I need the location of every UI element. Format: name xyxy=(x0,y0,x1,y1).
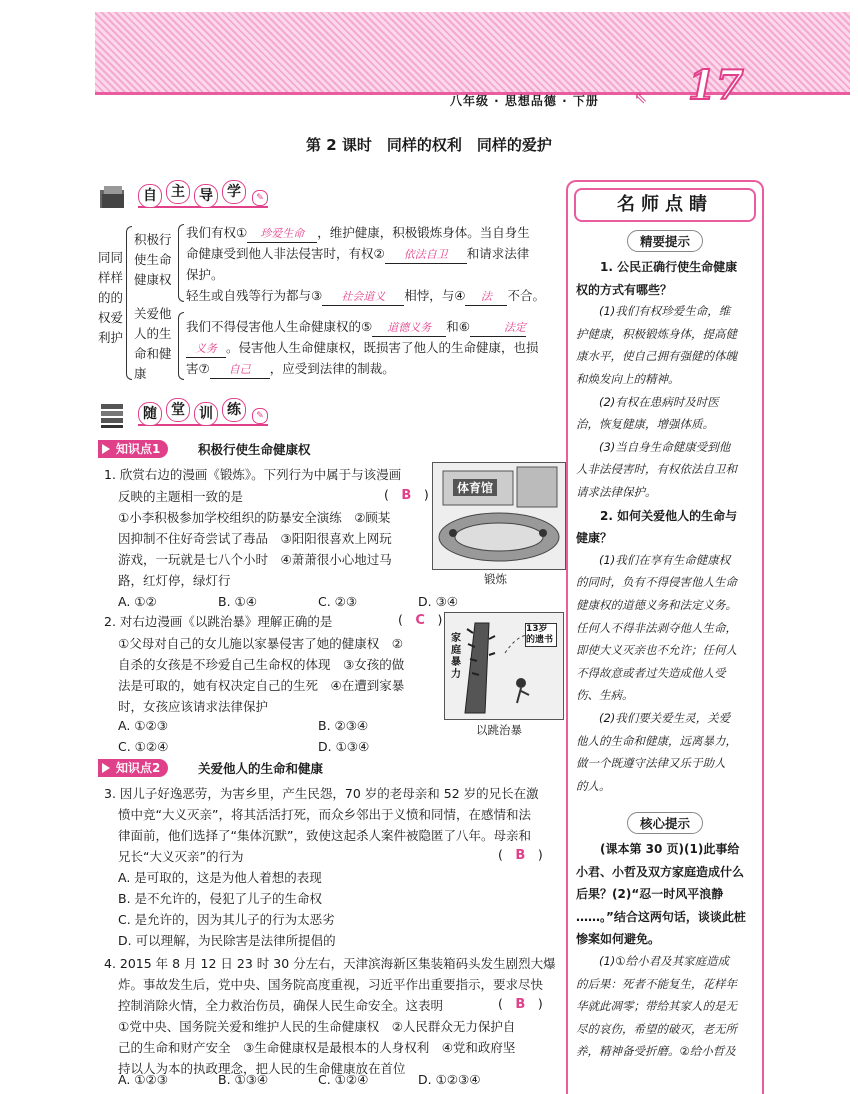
sidebar-line: 健康权的道德义务和法定义务。 xyxy=(576,598,737,612)
section-head-preview xyxy=(98,182,273,212)
note-label: 13岁的遗书 xyxy=(525,623,557,647)
sidebar-line: 健康？ xyxy=(576,531,613,546)
sidebar-line: 1. 公民正确行使生命健康 xyxy=(576,260,738,274)
play-arrow-icon xyxy=(102,763,110,773)
sidebar-line: (2)我们要关爱生灵，关爱 xyxy=(576,711,731,725)
arrow-icon: ⇖ xyxy=(634,88,648,107)
figure-caption: 锻炼 xyxy=(484,572,507,586)
section-head-practice xyxy=(98,400,273,430)
page-number: 17 xyxy=(688,62,744,109)
sidebar-line: (3)当自身生命健康受到他 xyxy=(576,439,731,454)
group-label: 健康权 xyxy=(134,272,172,287)
sidebar-line: 华就此凋零；带给其家人的是无 xyxy=(576,999,737,1014)
cartoon-jump xyxy=(444,612,564,720)
pencil-icon: ✎ xyxy=(252,190,268,206)
header-subtitle: 八年级 · 思想品德 · 下册 xyxy=(450,94,599,108)
sidebar-line: 的同时，负有不得侵害他人生命 xyxy=(576,575,737,590)
group-label: 康 xyxy=(134,366,147,381)
sidebar-line: 和焕发向上的精神。 xyxy=(576,372,680,386)
sidebar-line: (1)我们有权珍爱生命，维 xyxy=(576,304,731,319)
sidebar-subtitle: 核心提示 xyxy=(568,812,762,834)
kp-title: 关爱他人的生命和健康 xyxy=(198,761,324,776)
section-char: 主 xyxy=(166,180,190,204)
answer-bracket: ( B ) xyxy=(384,487,429,503)
answer-blank: 义务 xyxy=(186,341,226,358)
kp-title: 积极行使生命健康权 xyxy=(198,442,311,457)
cartoon-exercise xyxy=(432,462,566,570)
knowledge-point-1: 知识点1 积极行使生命健康权 xyxy=(98,440,558,460)
group-label: 关爱他 xyxy=(134,306,172,321)
lesson-title: 第 2 课时 同样的权利 同样的爱护 xyxy=(306,136,552,154)
answer-blank: 依法自卫 xyxy=(385,247,467,264)
left-label: 权爱 xyxy=(98,310,124,325)
sidebar-line: 的后果：死者不能复生，花样年 xyxy=(576,976,737,991)
sidebar-title: 名师点睛 xyxy=(574,188,756,222)
answer-blank: 道德义务 xyxy=(372,320,446,337)
answer-blank: 法 xyxy=(465,289,507,306)
section-char: 练 xyxy=(222,398,246,422)
sidebar-line: 人非法侵害时，有权依法自卫和 xyxy=(576,462,737,477)
sidebar-line: 即使大义灭亲也不允许；任何人 xyxy=(576,643,737,658)
section-char: 堂 xyxy=(166,398,190,422)
folder-icon xyxy=(98,182,128,212)
sidebar-line: 任何人不得非法剥夺他人生命， xyxy=(576,620,737,635)
preview-outline: 同同 样样 的的 权爱 利护 积极行 使生命 健康权 关爱他 人的生 命和健 康 我们有权① 珍爱生命 ，维护健康，积极锻炼身体。当自身生 命健康受到他人非法侵害时，有权② 依法自卫 和请求法律 保护。 轻生或自残等行为都与③ 社会道义 相悖，与④ 法 不合。 我们不得侵害他人生命健康权的⑤ 道德义务 和⑥ 法定 义务 。侵害他人生命健康权，既损害了他人的生命健康，也损 害⑦ 自己 ，应受到法律的制裁。 xyxy=(98,222,568,382)
answer-blank: 珍爱生命 xyxy=(247,226,317,243)
figure-caption: 以跳治暴 xyxy=(476,723,522,737)
answer-bracket: ( C ) xyxy=(398,612,443,628)
sidebar-line: 的人。 xyxy=(576,778,611,793)
sidebar-line: 惨案如何避免。 xyxy=(576,932,661,947)
answer-blank: 法定 xyxy=(470,320,526,337)
left-label: 利护 xyxy=(98,330,124,345)
sidebar-line: (2)有权在患病时及时医 xyxy=(576,394,719,409)
sidebar-line: 2. 如何关爱他人的生命与 xyxy=(576,508,738,523)
sidebar-line: 不得故意或者过失造成他人受 xyxy=(576,665,726,680)
sidebar-line: (1)我们在享有生命健康权 xyxy=(576,552,731,567)
answer-bracket: ( B ) xyxy=(498,847,543,863)
sidebar-line: 权的方式有哪些？ xyxy=(576,282,673,297)
sidebar-line: 小君、小哲及双方家庭造成什么 xyxy=(576,864,745,879)
play-arrow-icon xyxy=(102,444,110,454)
left-label: 的的 xyxy=(98,290,124,305)
section-char: 随 xyxy=(138,402,162,426)
section-char: 训 xyxy=(194,402,218,426)
group-label: 积极行 xyxy=(134,232,172,247)
sidebar-line: 尽的哀伤，希望的破灭，老无所 xyxy=(576,1021,737,1036)
sidebar-line: ……。”结合这两句话，谈谈此桩 xyxy=(576,909,746,924)
answer-blank: 自己 xyxy=(210,362,270,379)
sidebar-line: 康水平，使自己拥有强健的体魄 xyxy=(576,349,737,364)
club-label: 家庭暴力 xyxy=(451,633,461,680)
sidebar-line: 他人的生命和健康，远离暴力， xyxy=(576,733,737,748)
sidebar-line: (课本第 30 页)(1)此事给 xyxy=(576,842,740,856)
gym-sign: 体育馆 xyxy=(453,479,497,496)
group-label: 人的生 xyxy=(134,326,172,341)
sidebar-subtitle: 精要提示 xyxy=(568,230,762,252)
sidebar-line: 请求法律保护。 xyxy=(576,485,657,499)
left-label: 样样 xyxy=(98,270,124,285)
sidebar-line: 养，精神备受折磨。②给小哲及 xyxy=(576,1044,736,1059)
section-char: 导 xyxy=(194,184,218,208)
knowledge-point-2: 知识点2 关爱他人的生命和健康 xyxy=(98,759,558,779)
pencil-icon: ✎ xyxy=(252,408,268,424)
sidebar-line: 做一个既遵守法律又乐于助人 xyxy=(576,756,726,771)
sidebar-line: 伤、生病。 xyxy=(576,688,634,703)
left-label: 同同 xyxy=(98,250,124,265)
sidebar-line: 治，恢复健康，增强体质。 xyxy=(576,417,714,432)
sidebar-line: 后果？(2)“忍一时风平浪静 xyxy=(576,887,724,902)
group-label: 命和健 xyxy=(134,346,172,361)
sidebar-line: (1)①给小君及其家庭造成 xyxy=(576,954,730,968)
teacher-tips-sidebar xyxy=(566,180,764,1094)
section-char: 学 xyxy=(222,180,246,204)
answer-bracket: ( B ) xyxy=(498,996,543,1012)
sidebar-line: 护健康，积极锻炼身体，提高健 xyxy=(576,326,737,341)
book-stack-icon xyxy=(98,400,128,430)
section-char: 自 xyxy=(138,184,162,208)
answer-blank: 社会道义 xyxy=(322,289,404,306)
group-label: 使生命 xyxy=(134,252,172,267)
